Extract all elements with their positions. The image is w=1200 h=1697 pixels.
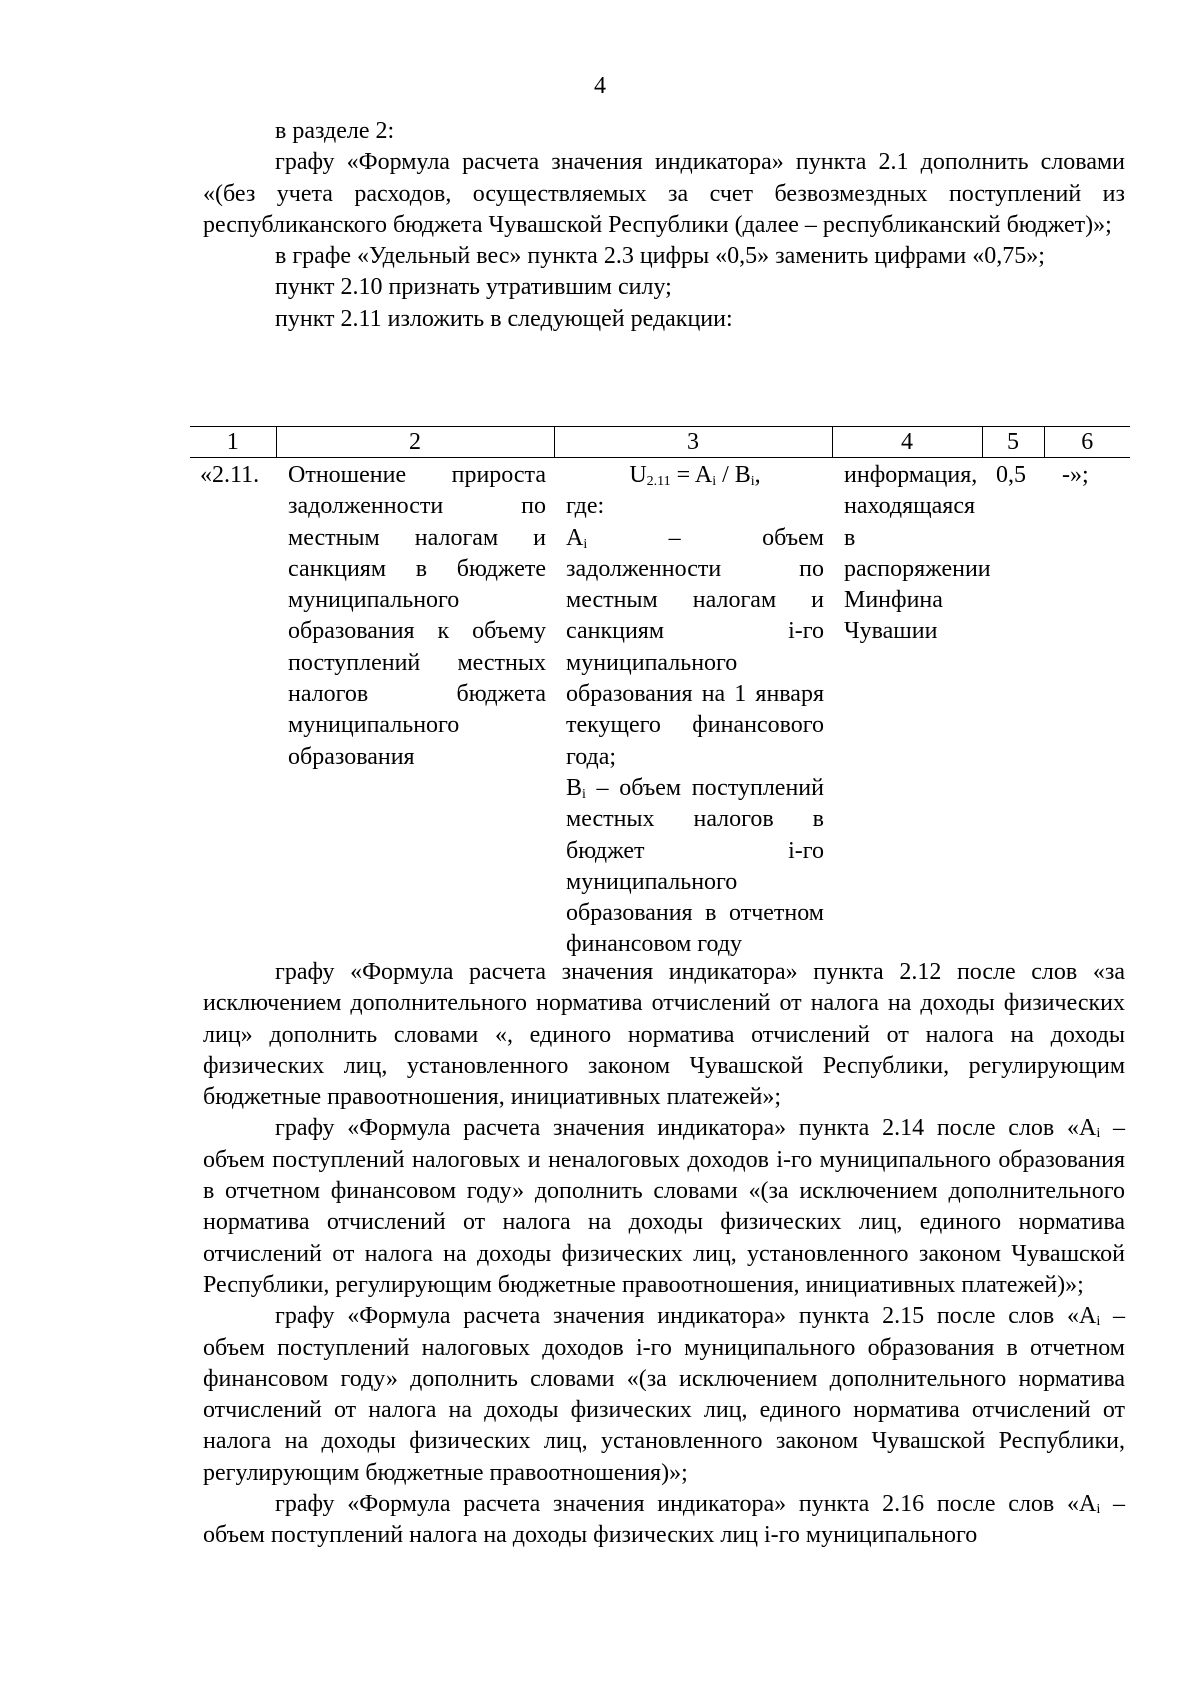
formula-where: где: — [566, 493, 605, 520]
intro-paragraph-2-11: пункт 2.11 изложить в следующей редакции: — [275, 305, 733, 332]
amendment-table-wrap — [190, 426, 1130, 961]
b-symbol: B — [566, 774, 583, 801]
formula-lhs: U — [629, 462, 647, 488]
table-header-cell: 6 — [1044, 427, 1130, 458]
table-header-row — [190, 427, 1130, 458]
weight-cell: 0,5 — [996, 462, 1026, 488]
table-header-cell: 3 — [554, 427, 832, 458]
intro-paragraph-2-10: пункт 2.10 признать утратившим силу; — [275, 274, 672, 301]
amendment-table — [190, 426, 1130, 961]
formula-cell — [554, 458, 832, 961]
formula-rhs: = A — [670, 462, 713, 488]
col6-cell: -»; — [1062, 462, 1089, 488]
table-header-cell: 2 — [276, 427, 554, 458]
intro-section — [203, 116, 1125, 335]
intro-paragraph-section: в разделе 2: — [275, 118, 395, 144]
b-definition-text: – объем поступлений местных налогов в бюджет i-го муниципального образования в отчетном финансовом году — [566, 774, 824, 958]
a-definition-text: – объем задолженности по местным налогам и санкциям i-го муниципального образования на 1 января текущего финансового года; — [566, 524, 824, 770]
outro-paragraph-2-12: графу «Формула расчета значения индикатора» пункта 2.12 после слов «за исключением дополнительного норматива отчислений от налога на доходы физических лиц» дополнить словами «, единого норматива отчислений от налога на доходы физических лиц, установленного законом Чувашской Республики, регулирующим бюджетные правоотношения, инициативных платежей»; — [203, 959, 1125, 1111]
outro-paragraph-2-15: графу «Формула расчета значения индикатора» пункта 2.15 после слов «Aᵢ – объем поступлений налоговых доходов i-го муниципального образования в отчетном финансовом году» дополнить словами «(за исключением дополнительного норматива отчислений от налога на доходы физических лиц, единого норматива отчислений от налога на доходы физических лиц, установленного законом Чувашской Республики, регулирующим бюджетные правоотношения)»; — [203, 1303, 1125, 1486]
table-header-cell: 4 — [832, 427, 982, 458]
indicator-name-cell: Отношение прироста задолженности по местным налогам и санкциям в бюджете муниципального образования к объему поступлений местных налогов бюджета муниципального образования — [288, 462, 546, 770]
formula-lhs-sub: 2.11 — [646, 474, 671, 489]
page-number: 4 — [594, 73, 606, 99]
outro-paragraph-2-16: графу «Формула расчета значения индикатора» пункта 2.16 после слов «Aᵢ – объем поступлений налога на доходы физических лиц i-го муниципального — [203, 1491, 1125, 1549]
formula-tail: , — [754, 462, 761, 488]
formula-b-definition — [566, 773, 824, 961]
row-number-cell: «2.11. — [200, 462, 260, 488]
intro-paragraph-2-1: графу «Формула расчета значения индикатора» пункта 2.1 дополнить словами «(без учета расходов, осуществляемых за счет безвозмездных поступлений из республиканского бюджета Чувашской Республики (далее – республиканский бюджет)»; — [203, 149, 1125, 238]
formula-a-definition — [566, 523, 824, 773]
formula-expression — [566, 460, 824, 491]
formula-sub-b: i — [750, 474, 755, 489]
data-source-cell: информация, находящаяся в распоряжении Минфина Чувашии — [844, 462, 991, 645]
table-header-cell: 5 — [982, 427, 1044, 458]
intro-paragraph-2-3: в графе «Удельный вес» пункта 2.3 цифры «0,5» заменить цифрами «0,75»; — [275, 243, 1045, 270]
a-symbol: A — [566, 524, 584, 551]
table-header-cell: 1 — [190, 427, 276, 458]
a-subscript: i — [583, 536, 588, 552]
outro-section — [203, 957, 1125, 1552]
formula-div: / B — [716, 462, 751, 488]
table-row — [190, 458, 1130, 961]
b-subscript: i — [582, 786, 586, 802]
formula-sub-a: i — [712, 474, 717, 489]
outro-paragraph-2-14: графу «Формула расчета значения индикатора» пункта 2.14 после слов «Aᵢ – объем поступлений налоговых и неналоговых доходов i-го муниципального образования в отчетном финансовом году» дополнить словами «(за исключением дополнительного норматива отчислений от налога на доходы физических лиц, единого норматива отчислений от налога на доходы физических лиц, установленного законом Чувашской Республики, регулирующим бюджетные правоотношения, инициативных платежей)»; — [203, 1115, 1125, 1298]
